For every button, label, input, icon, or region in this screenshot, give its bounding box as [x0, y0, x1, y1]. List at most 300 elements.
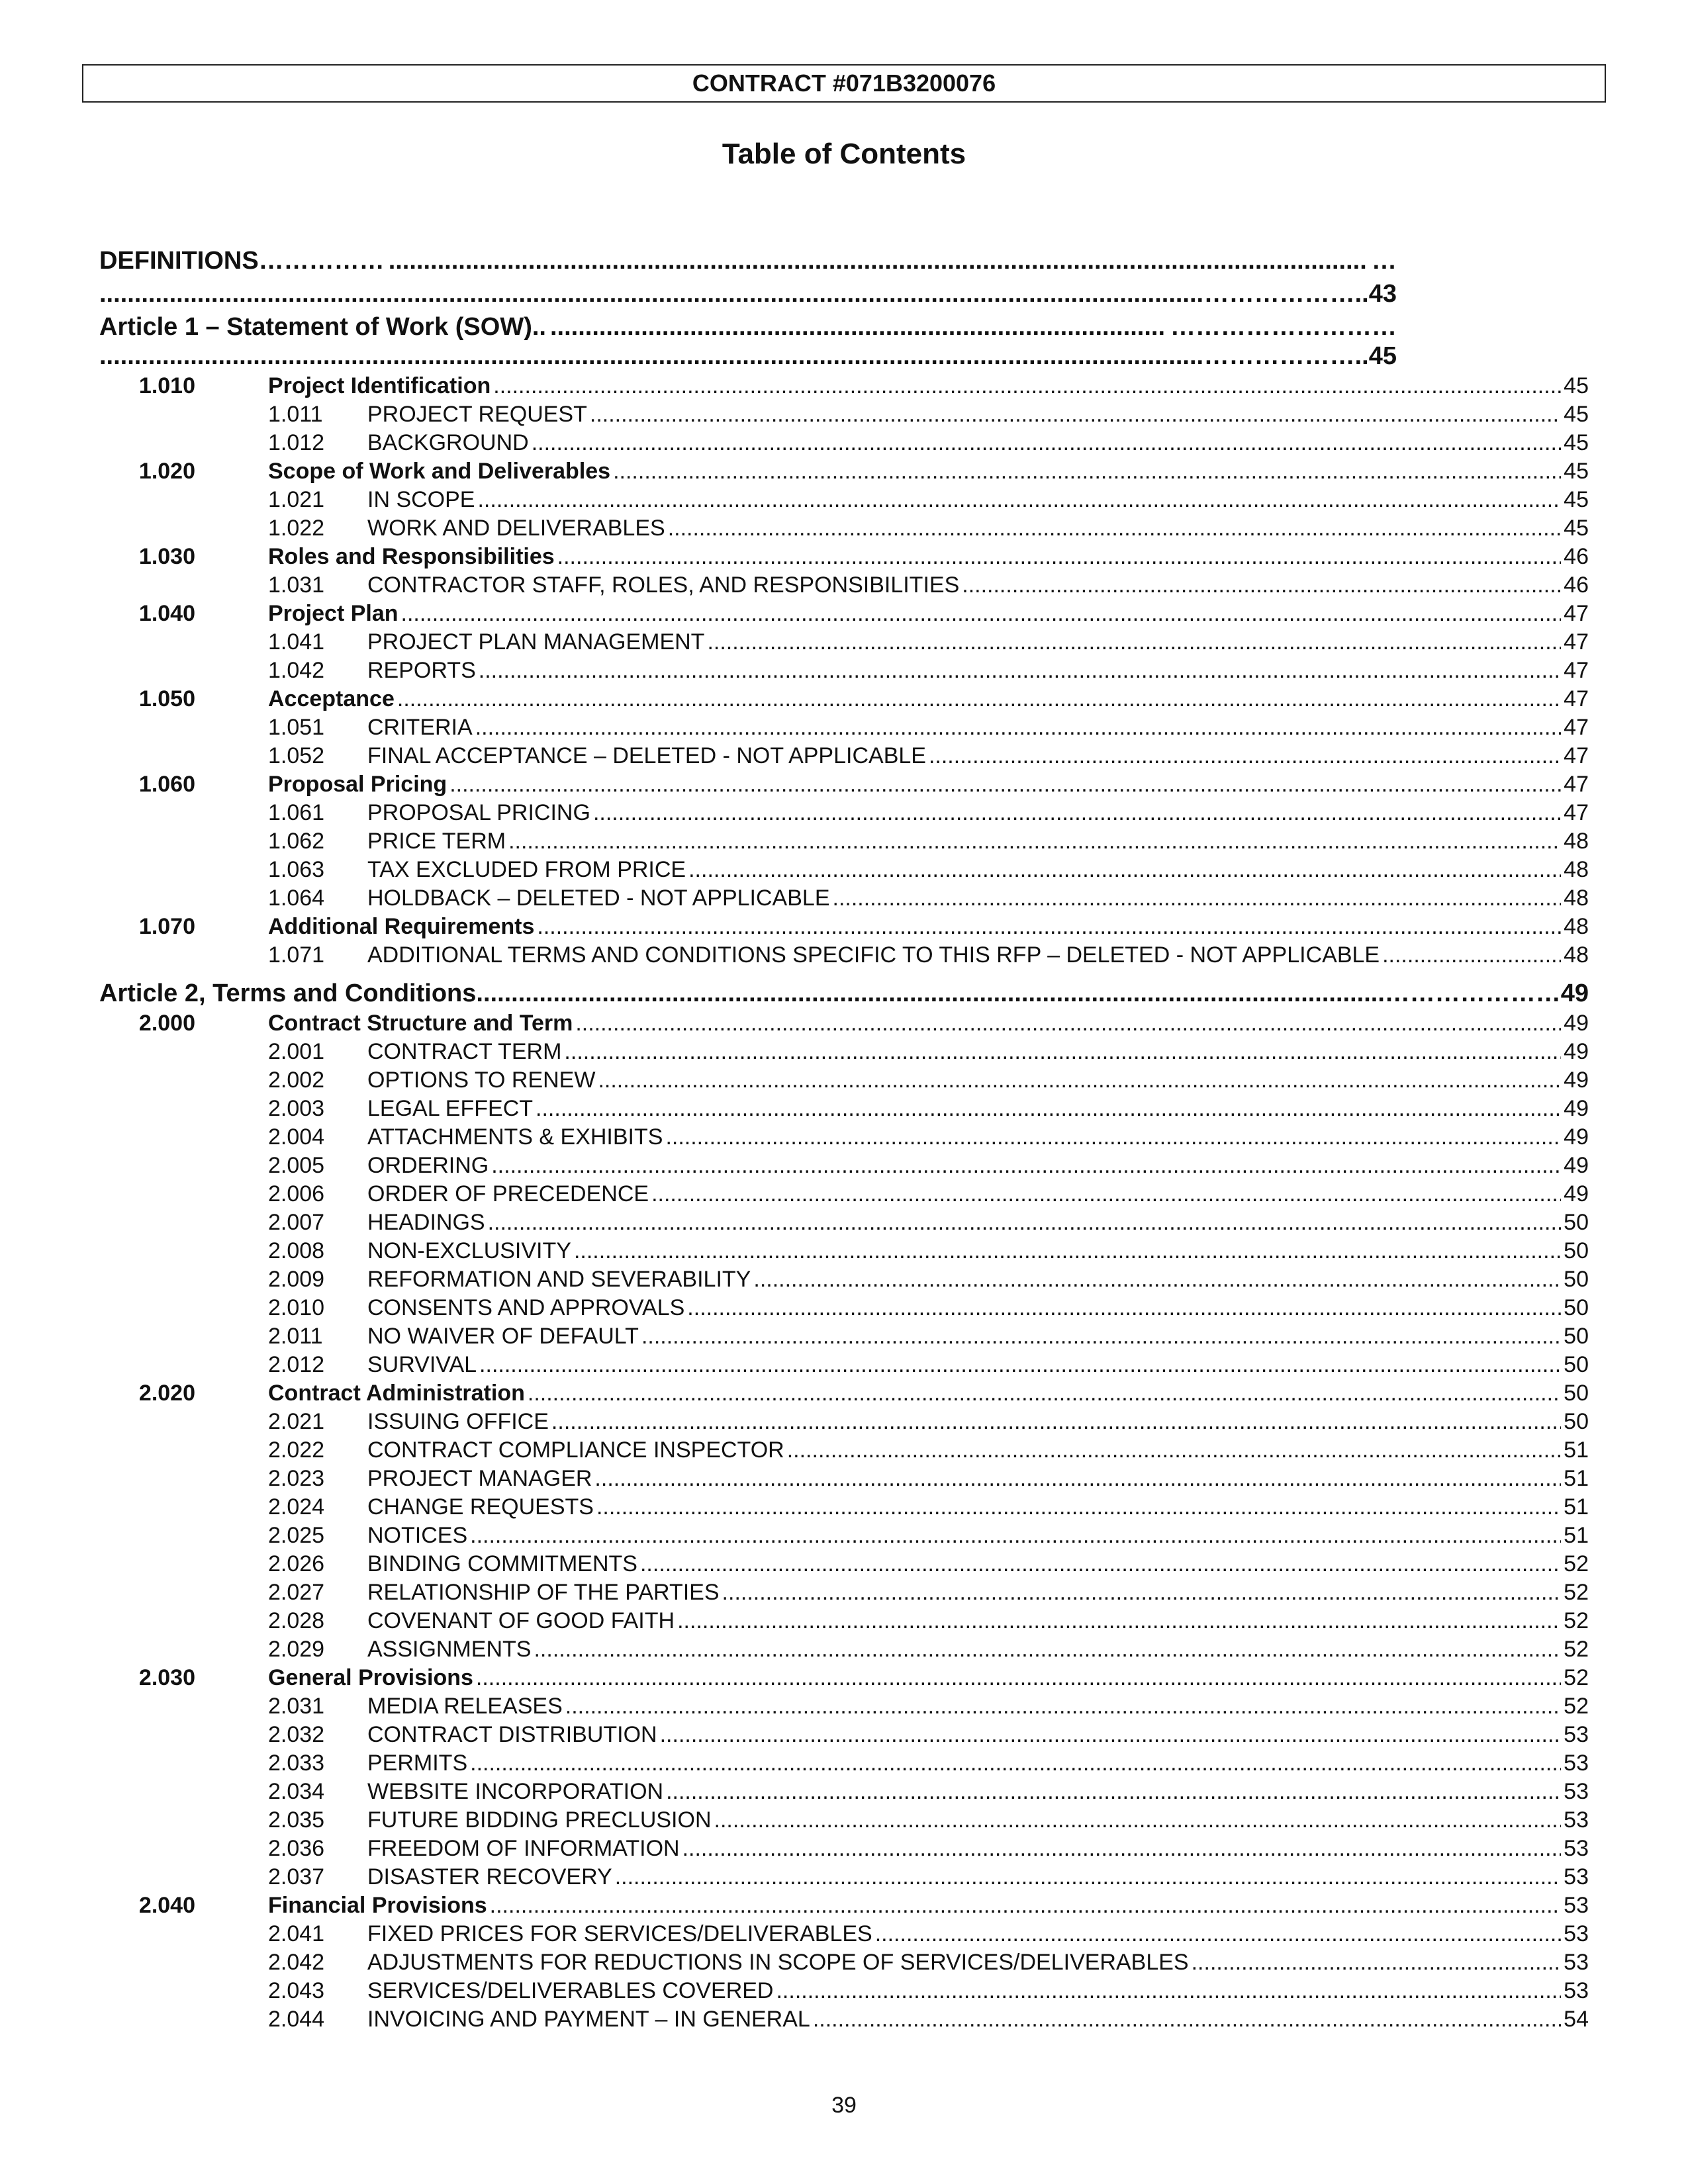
- entry-page-number: 49: [1564, 1124, 1589, 1150]
- toc-entry[interactable]: [99, 1264, 1589, 1293]
- subsection-number: 1.042: [268, 658, 325, 683]
- entry-page-number: 52: [1564, 1580, 1589, 1605]
- leader-dots: [722, 1580, 1562, 1606]
- subsection-number: 1.031: [268, 572, 325, 598]
- section-number: 2.030: [138, 1665, 195, 1690]
- leader-dots: [707, 629, 1561, 655]
- toc-entry[interactable]: [99, 484, 1589, 513]
- toc-entry[interactable]: [99, 854, 1589, 883]
- entry-title: COVENANT OF GOOD FAITH: [367, 1608, 675, 1633]
- entry-title: DISASTER RECOVERY: [367, 1864, 612, 1889]
- toc-definitions-continued[interactable]: [99, 275, 1397, 308]
- subsection-number: 1.064: [268, 886, 325, 911]
- toc-entry[interactable]: [99, 1293, 1589, 1321]
- subsection-number: 2.037: [268, 1864, 325, 1889]
- toc-entry[interactable]: [99, 2004, 1589, 2032]
- subsection-number: 2.022: [268, 1437, 325, 1463]
- entry-number-column: [99, 373, 268, 399]
- subsection-number: 1.063: [268, 857, 325, 882]
- entry-number-column: [99, 914, 268, 940]
- leader-dots: [99, 280, 1204, 308]
- toc-entry[interactable]: [99, 1805, 1589, 1833]
- toc-title: Table of Contents: [722, 138, 966, 170]
- contract-number: CONTRACT #071B3200076: [692, 69, 996, 97]
- subsection-number: 2.027: [268, 1580, 325, 1605]
- toc-entry[interactable]: [99, 1236, 1589, 1264]
- toc-entry[interactable]: [99, 1122, 1589, 1150]
- entry-page-number: 50: [1564, 1324, 1589, 1349]
- leader-dots: [532, 430, 1561, 456]
- subsection-number: 2.034: [268, 1779, 325, 1804]
- entry-title: RELATIONSHIP OF THE PARTIES: [367, 1580, 720, 1605]
- entry-page-number: 51: [1564, 1437, 1589, 1463]
- entry-title: PROPOSAL PRICING: [367, 800, 590, 825]
- subsection-number: 1.062: [268, 829, 325, 854]
- toc-entry[interactable]: [99, 940, 1589, 968]
- leader-dots: [666, 1779, 1561, 1805]
- leader-dots: [479, 1352, 1561, 1378]
- leader-dots: [508, 829, 1561, 854]
- page-number: 39: [831, 2093, 857, 2118]
- section-number: 2.000: [138, 1011, 195, 1036]
- entry-page-number: 49: [1564, 1068, 1589, 1093]
- subsection-number: 1.052: [268, 743, 325, 768]
- subsection-number: 2.023: [268, 1466, 325, 1491]
- article-2-entries: [99, 1008, 1589, 2032]
- entry-page-number: 50: [1564, 1267, 1589, 1292]
- toc-entry[interactable]: [99, 1207, 1589, 1236]
- entry-title: ADJUSTMENTS FOR REDUCTIONS IN SCOPE OF SERVICES/DELIVERABLES: [367, 1950, 1189, 1975]
- subsection-number: 2.021: [268, 1409, 325, 1434]
- table-of-contents: [99, 242, 1589, 2032]
- entry-title: REPORTS: [367, 658, 476, 683]
- leader-dots: [787, 1437, 1561, 1463]
- entry-title: FINAL ACCEPTANCE – DELETED - NOT APPLICABLE: [367, 743, 926, 768]
- toc-definitions[interactable]: [99, 242, 1397, 275]
- entry-title: BINDING COMMITMENTS: [367, 1551, 637, 1576]
- entry-page-number: 46: [1564, 544, 1589, 569]
- subsection-number: 2.003: [268, 1096, 325, 1121]
- toc-entry[interactable]: [99, 1520, 1589, 1549]
- subsection-number: 1.022: [268, 516, 325, 541]
- leader-dots: [651, 1181, 1561, 1207]
- toc-entry[interactable]: [99, 1549, 1589, 1577]
- leader-dots: [962, 572, 1561, 598]
- entry-page-number: 53: [1564, 1722, 1589, 1747]
- leader-dots: [1382, 942, 1561, 968]
- subsection-number: 2.035: [268, 1807, 325, 1833]
- entry-page-number: 52: [1564, 1608, 1589, 1633]
- entry-page-number: 49: [1564, 1153, 1589, 1178]
- leader-dots: [613, 459, 1561, 484]
- entry-page-number: 47: [1564, 629, 1589, 655]
- entry-title: TAX EXCLUDED FROM PRICE: [367, 857, 686, 882]
- section-number: 1.040: [138, 601, 195, 626]
- entry-title: Project Plan: [268, 601, 399, 626]
- subsection-number: 1.012: [268, 430, 325, 455]
- subsection-number: 2.008: [268, 1238, 325, 1263]
- entry-title: REFORMATION AND SEVERABILITY: [367, 1267, 751, 1292]
- entry-title: FIXED PRICES FOR SERVICES/DELIVERABLES: [367, 1921, 872, 1946]
- leader-dots: [389, 247, 1368, 275]
- entry-page-number: 50: [1564, 1210, 1589, 1235]
- subsection-number: 2.036: [268, 1836, 325, 1861]
- subsection-number: 2.032: [268, 1722, 325, 1747]
- entry-number-column: [99, 686, 268, 712]
- entry-page-number: 53: [1564, 1978, 1589, 2003]
- subsection-number: 2.001: [268, 1039, 325, 1064]
- entry-page-number: 48: [1564, 886, 1589, 911]
- subsection-number: 2.043: [268, 1978, 325, 2003]
- toc-entry[interactable]: [99, 598, 1589, 627]
- subsection-number: 2.006: [268, 1181, 325, 1206]
- entry-title: ISSUING OFFICE: [367, 1409, 549, 1434]
- entry-title: ADDITIONAL TERMS AND CONDITIONS SPECIFIC TO THIS RFP – DELETED - NOT APPLICABLE: [367, 942, 1380, 968]
- section-number: 1.010: [138, 373, 195, 398]
- entry-title: WORK AND DELIVERABLES: [367, 516, 665, 541]
- subsection-number: 2.033: [268, 1751, 325, 1776]
- leader-dots: [682, 1836, 1562, 1862]
- leader-dots: [1192, 1950, 1562, 1976]
- leader-dots: [640, 1551, 1561, 1577]
- leader-dots: [449, 772, 1561, 797]
- entry-page-number: 47: [1564, 658, 1589, 683]
- subsection-number: 2.044: [268, 2007, 325, 2032]
- entry-page-number: 50: [1564, 1295, 1589, 1320]
- entry-page-number: 45: [1564, 459, 1589, 484]
- subsection-number: 2.004: [268, 1124, 325, 1150]
- entry-page-number: 45: [1564, 373, 1589, 398]
- entry-page-number: 45: [1564, 516, 1589, 541]
- toc-entry[interactable]: [99, 1691, 1589, 1719]
- leader-dots: [551, 1409, 1561, 1435]
- entry-page-number: 48: [1564, 857, 1589, 882]
- leader-dots: [475, 715, 1561, 741]
- entry-title: NO WAIVER OF DEFAULT: [367, 1324, 639, 1349]
- section-number: 2.020: [138, 1381, 195, 1406]
- article-1-tail: ………………………: [1170, 313, 1397, 341]
- entry-title: Contract Administration: [268, 1381, 525, 1406]
- toc-entry[interactable]: [99, 1036, 1589, 1065]
- entry-title: PROJECT REQUEST: [367, 402, 587, 427]
- entry-number-column: [99, 544, 268, 570]
- toc-article-2[interactable]: [99, 976, 1589, 1008]
- toc-entry[interactable]: [99, 1606, 1589, 1634]
- entry-page-number: 50: [1564, 1238, 1589, 1263]
- entry-page-number: 51: [1564, 1466, 1589, 1491]
- toc-entry[interactable]: [99, 1862, 1589, 1890]
- toc-entry[interactable]: [99, 570, 1589, 598]
- leader-dots: [479, 658, 1561, 684]
- toc-entry[interactable]: [99, 911, 1589, 940]
- entry-page-number: 45: [1564, 402, 1589, 427]
- subsection-number: 1.061: [268, 800, 325, 825]
- entry-page-number: 54: [1564, 2007, 1589, 2032]
- leader-dots: [476, 979, 1384, 1008]
- toc-entry[interactable]: [99, 1833, 1589, 1862]
- toc-entry[interactable]: [99, 1406, 1589, 1435]
- entry-number-column: [99, 601, 268, 627]
- leader-dots: [590, 402, 1561, 428]
- section-number: 1.050: [138, 686, 195, 711]
- article-2-label: Article 2, Terms and Conditions: [99, 979, 477, 1007]
- entry-page-number: 52: [1564, 1551, 1589, 1576]
- entry-page-number: 47: [1564, 800, 1589, 825]
- toc-entry[interactable]: [99, 1976, 1589, 2004]
- toc-entry[interactable]: [99, 769, 1589, 797]
- entry-page-number: 53: [1564, 1836, 1589, 1861]
- entry-title: Proposal Pricing: [268, 772, 447, 797]
- entry-page-number: 53: [1564, 1893, 1589, 1918]
- entry-page-number: 49: [1564, 1096, 1589, 1121]
- leader-dots: [641, 1324, 1561, 1349]
- subsection-number: 2.024: [268, 1494, 325, 1520]
- entry-page-number: 53: [1564, 1921, 1589, 1946]
- toc-entry[interactable]: [99, 797, 1589, 826]
- toc-entry[interactable]: [99, 1321, 1589, 1349]
- leader-dots: [660, 1722, 1562, 1748]
- leader-dots: [470, 1751, 1561, 1776]
- entry-page-number: 52: [1564, 1665, 1589, 1690]
- subsection-number: 2.026: [268, 1551, 325, 1576]
- entry-page-number: 49: [1564, 1011, 1589, 1036]
- entry-page-number: 45: [1564, 430, 1589, 455]
- definitions-tail: …: [1372, 247, 1397, 275]
- leader-dots: [596, 1494, 1561, 1520]
- entry-page-number: 47: [1564, 743, 1589, 768]
- leader-dots: [537, 914, 1561, 940]
- subsection-number: 2.031: [268, 1694, 325, 1719]
- entry-page-number: 49: [1564, 1039, 1589, 1064]
- subsection-number: 2.041: [268, 1921, 325, 1946]
- subsection-number: 1.051: [268, 715, 325, 740]
- entry-page-number: 47: [1564, 686, 1589, 711]
- leader-dots: [477, 487, 1561, 513]
- entry-page-number: 48: [1564, 914, 1589, 939]
- leader-dots: [687, 1295, 1561, 1321]
- leader-dots: [470, 1523, 1561, 1549]
- toc-entry[interactable]: [99, 1179, 1589, 1207]
- toc-entry[interactable]: [99, 1065, 1589, 1093]
- subsection-number: 2.029: [268, 1637, 325, 1662]
- toc-entry[interactable]: [99, 541, 1589, 570]
- leader-dots: [401, 601, 1562, 627]
- leader-dots: [714, 1807, 1562, 1833]
- entry-title: CHANGE REQUESTS: [367, 1494, 594, 1520]
- entry-title: ASSIGNMENTS: [367, 1637, 532, 1662]
- toc-entry[interactable]: [99, 712, 1589, 741]
- toc-entry[interactable]: [99, 1008, 1589, 1036]
- article-1-label: Article 1 – Statement of Work (SOW)..: [99, 313, 546, 341]
- entry-page-number: 48: [1564, 942, 1589, 968]
- entry-title: Financial Provisions: [268, 1893, 487, 1918]
- entry-title: CONSENTS AND APPROVALS: [367, 1295, 685, 1320]
- toc-entry[interactable]: [99, 1890, 1589, 1919]
- entry-page-number: 50: [1564, 1352, 1589, 1377]
- entry-title: CONTRACT DISTRIBUTION: [367, 1722, 657, 1747]
- entry-title: OPTIONS TO RENEW: [367, 1068, 596, 1093]
- leader-dots: [99, 342, 1204, 371]
- toc-entry[interactable]: [99, 1349, 1589, 1378]
- leader-dots: [833, 886, 1562, 911]
- toc-entry[interactable]: [99, 1378, 1589, 1406]
- entry-page-number: 49: [1564, 1181, 1589, 1206]
- entry-title: HOLDBACK – DELETED - NOT APPLICABLE: [367, 886, 830, 911]
- entry-title: CONTRACTOR STAFF, ROLES, AND RESPONSIBILITIES: [367, 572, 960, 598]
- section-number: 2.040: [138, 1893, 195, 1918]
- section-number: 1.020: [138, 459, 195, 484]
- leader-dots: [491, 1153, 1561, 1179]
- leader-dots: [534, 1637, 1561, 1662]
- leader-dots: [677, 1608, 1561, 1634]
- toc-entry[interactable]: [99, 1947, 1589, 1976]
- subsection-number: 2.011: [268, 1324, 323, 1349]
- leader-dots: [488, 1210, 1562, 1236]
- entry-title: MEDIA RELEASES: [367, 1694, 563, 1719]
- entry-number-column: [99, 772, 268, 797]
- leader-dots: [615, 1864, 1561, 1890]
- entry-title: SURVIVAL: [367, 1352, 477, 1377]
- toc-entry[interactable]: [99, 1719, 1589, 1748]
- leader-dots: [574, 1238, 1561, 1264]
- entry-title: IN SCOPE: [367, 487, 475, 512]
- toc-entry[interactable]: [99, 655, 1589, 684]
- subsection-number: 1.041: [268, 629, 325, 655]
- section-number: 1.060: [138, 772, 195, 797]
- section-number: 1.070: [138, 914, 195, 939]
- entry-title: PERMITS: [367, 1751, 468, 1776]
- toc-entry[interactable]: [99, 1919, 1589, 1947]
- leader-dots: [528, 1381, 1561, 1406]
- entry-title: NOTICES: [367, 1523, 468, 1548]
- leader-dots: [550, 313, 1166, 341]
- toc-entry[interactable]: [99, 1577, 1589, 1606]
- entry-number-column: [99, 1665, 268, 1691]
- leader-dots: [813, 2007, 1561, 2032]
- leader-dots: [557, 544, 1562, 570]
- entry-title: CONTRACT TERM: [367, 1039, 562, 1064]
- entry-title: General Provisions: [268, 1665, 473, 1690]
- leader-dots: [665, 1124, 1561, 1150]
- entry-page-number: 53: [1564, 1751, 1589, 1776]
- subsection-number: 2.042: [268, 1950, 325, 1975]
- entry-page-number: 52: [1564, 1694, 1589, 1719]
- subsection-number: 2.005: [268, 1153, 325, 1178]
- leader-dots: [688, 857, 1561, 883]
- toc-entry[interactable]: [99, 1634, 1589, 1662]
- toc-entry[interactable]: [99, 1662, 1589, 1691]
- leader-dots: [476, 1665, 1561, 1691]
- subsection-number: 2.010: [268, 1295, 325, 1320]
- toc-entry[interactable]: [99, 684, 1589, 712]
- entry-page-number: 53: [1564, 1864, 1589, 1889]
- entry-title: Acceptance: [268, 686, 395, 711]
- article-1-page: ………………..45: [1203, 342, 1397, 370]
- entry-title: CRITERIA: [367, 715, 473, 740]
- subsection-number: 2.007: [268, 1210, 325, 1235]
- entry-title: WEBSITE INCORPORATION: [367, 1779, 664, 1804]
- entry-page-number: 47: [1564, 772, 1589, 797]
- entry-title: SERVICES/DELIVERABLES COVERED: [367, 1978, 774, 2003]
- entry-title: ORDERING: [367, 1153, 489, 1178]
- toc-entry[interactable]: [99, 1150, 1589, 1179]
- entry-title: BACKGROUND: [367, 430, 529, 455]
- entry-title: PROJECT MANAGER: [367, 1466, 592, 1491]
- entry-title: ATTACHMENTS & EXHIBITS: [367, 1124, 663, 1150]
- toc-entry[interactable]: [99, 428, 1589, 456]
- entry-number-column: [99, 1011, 268, 1036]
- entry-title: CONTRACT COMPLIANCE INSPECTOR: [367, 1437, 784, 1463]
- section-number: 1.030: [138, 544, 195, 569]
- entry-title: Scope of Work and Deliverables: [268, 459, 611, 484]
- leader-dots: [668, 516, 1561, 541]
- entry-title: HEADINGS: [367, 1210, 485, 1235]
- leader-dots: [564, 1039, 1561, 1065]
- toc-entry[interactable]: [99, 456, 1589, 484]
- entry-page-number: 51: [1564, 1494, 1589, 1520]
- entry-page-number: 53: [1564, 1807, 1589, 1833]
- leader-dots: [565, 1694, 1561, 1719]
- entry-page-number: 50: [1564, 1381, 1589, 1406]
- entry-title: Additional Requirements: [268, 914, 535, 939]
- toc-entry[interactable]: [99, 826, 1589, 854]
- toc-entry[interactable]: [99, 1463, 1589, 1492]
- toc-article-1[interactable]: [99, 308, 1397, 341]
- article-2-page: …………………49: [1384, 979, 1589, 1007]
- entry-title: INVOICING AND PAYMENT – IN GENERAL: [367, 2007, 810, 2032]
- leader-dots: [575, 1011, 1561, 1036]
- toc-article-1-continued[interactable]: [99, 341, 1397, 371]
- toc-entry[interactable]: [99, 513, 1589, 541]
- toc-entry[interactable]: [99, 399, 1589, 428]
- entry-title: Roles and Responsibilities: [268, 544, 555, 569]
- leader-dots: [753, 1267, 1561, 1293]
- toc-entry[interactable]: [99, 1435, 1589, 1463]
- toc-entry[interactable]: [99, 1748, 1589, 1776]
- entry-title: ORDER OF PRECEDENCE: [367, 1181, 649, 1206]
- contract-header: [82, 64, 1606, 103]
- toc-entry[interactable]: [99, 1492, 1589, 1520]
- entry-page-number: 52: [1564, 1637, 1589, 1662]
- entry-title: LEGAL EFFECT: [367, 1096, 534, 1121]
- leader-dots: [594, 1466, 1561, 1492]
- entry-title: PRICE TERM: [367, 829, 506, 854]
- leader-dots: [536, 1096, 1561, 1122]
- entry-page-number: 53: [1564, 1779, 1589, 1804]
- entry-number-column: [99, 1893, 268, 1919]
- toc-entry[interactable]: [99, 741, 1589, 769]
- toc-entry[interactable]: [99, 883, 1589, 911]
- leader-dots: [397, 686, 1561, 712]
- toc-entry[interactable]: [99, 1093, 1589, 1122]
- toc-entry[interactable]: [99, 371, 1589, 399]
- entry-page-number: 53: [1564, 1950, 1589, 1975]
- leader-dots: [875, 1921, 1561, 1947]
- subsection-number: 2.012: [268, 1352, 325, 1377]
- subsection-number: 2.009: [268, 1267, 325, 1292]
- entry-page-number: 47: [1564, 601, 1589, 626]
- definitions-label: DEFINITIONS……………: [99, 247, 385, 275]
- article-1-entries: [99, 371, 1589, 968]
- toc-entry[interactable]: [99, 627, 1589, 655]
- subsection-number: 1.011: [268, 402, 323, 427]
- entry-number-column: [99, 1381, 268, 1406]
- entry-title: PROJECT PLAN MANAGEMENT: [367, 629, 705, 655]
- entry-page-number: 47: [1564, 715, 1589, 740]
- toc-entry[interactable]: [99, 1776, 1589, 1805]
- leader-dots: [598, 1068, 1561, 1093]
- subsection-number: 2.002: [268, 1068, 325, 1093]
